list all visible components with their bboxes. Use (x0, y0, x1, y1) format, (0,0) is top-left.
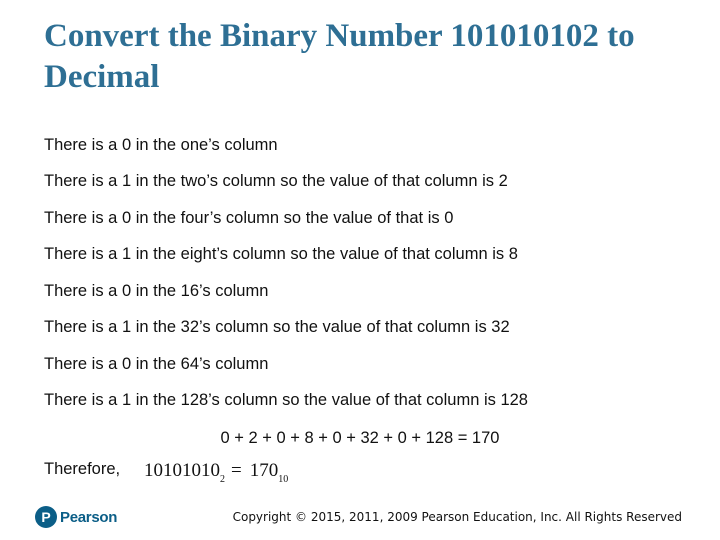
copyright-notice: Copyright © 2015, 2011, 2009 Pearson Education, Inc. All Rights Reserved (232, 510, 682, 524)
explanation-line-ones: There is a 0 in the one’s column (44, 136, 278, 154)
explanation-line-thirty-twos: There is a 1 in the 32’s column so the value of that column is 32 (44, 318, 510, 336)
pearson-logo (35, 506, 117, 528)
pearson-logo-mark: P (35, 506, 57, 528)
therefore-label: Therefore, (44, 460, 121, 478)
sum-equation: 0 + 2 + 0 + 8 + 0 + 32 + 0 + 128 = 170 (220, 429, 500, 447)
conversion-formula (144, 460, 288, 485)
explanation-line-fours: There is a 0 in the four’s column so the value of that is 0 (44, 209, 454, 227)
explanation-line-sixty-fours: There is a 0 in the 64’s column (44, 355, 269, 373)
binary-value: 10101010 (144, 460, 220, 481)
pearson-logo-text: Pearson (60, 508, 118, 526)
explanation-line-one-twenty-eights: There is a 1 in the 128’s column so the value of that column is 128 (44, 391, 528, 409)
decimal-value: 170 (249, 460, 279, 481)
binary-base: 2 (220, 474, 225, 485)
explanation-line-eights: There is a 1 in the eight’s column so the value of that column is 8 (44, 245, 518, 263)
explanation-line-sixteens: There is a 0 in the 16’s column (44, 282, 269, 300)
equals-sign: = (231, 460, 242, 481)
explanation-line-twos: There is a 1 in the two’s column so the value of that column is 2 (44, 172, 508, 190)
slide-title: Convert the Binary Number 101010102 to Decimal (44, 18, 635, 95)
decimal-base: 10 (278, 474, 289, 485)
